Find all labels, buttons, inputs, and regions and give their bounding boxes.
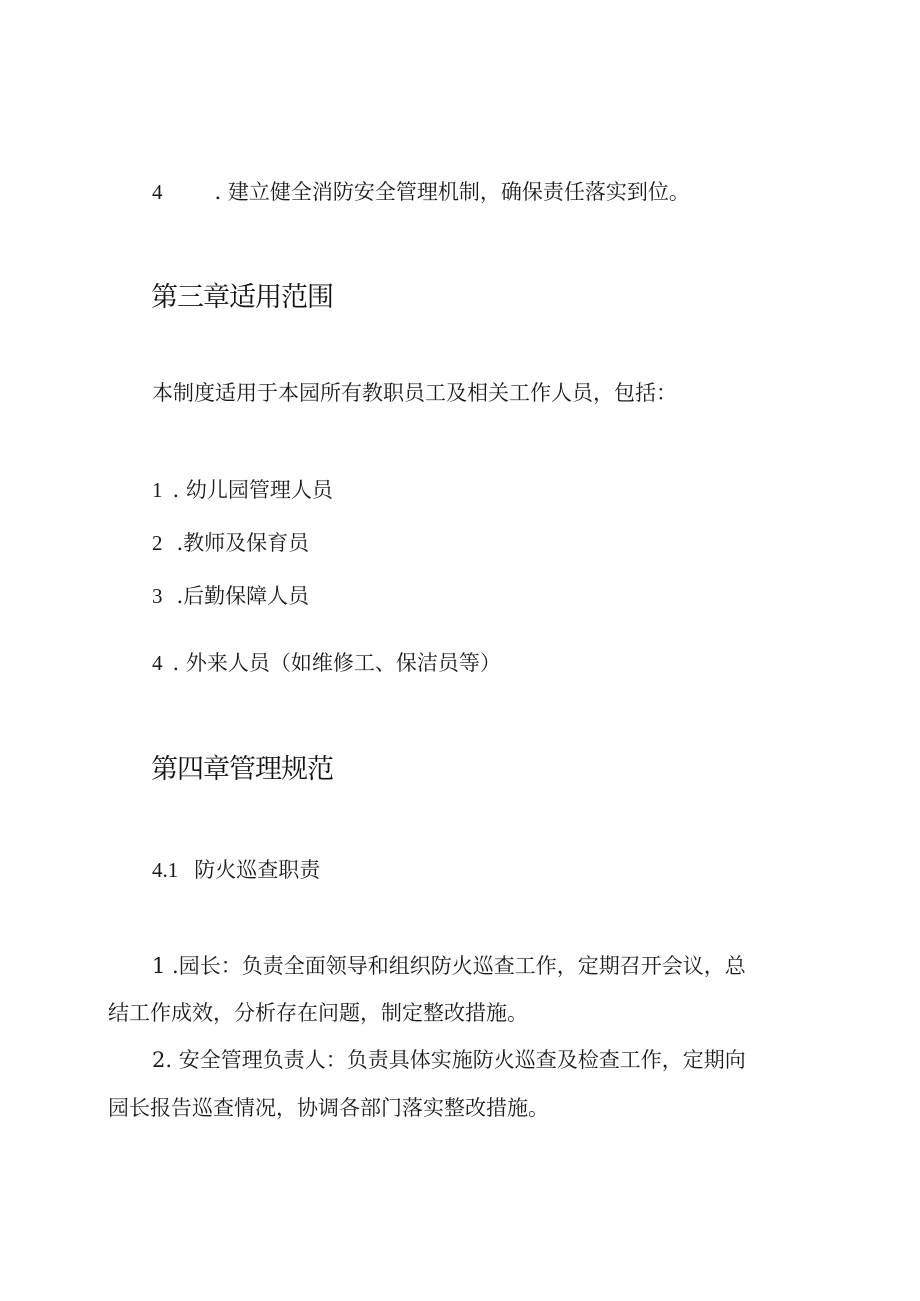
list-item-number: 1 xyxy=(152,478,163,502)
paragraph-line: 园长报告巡查情况，协调各部门落实整改措施。 xyxy=(108,1096,549,1120)
list-item-text: . 幼儿园管理人员 xyxy=(172,478,333,502)
list-item xyxy=(152,528,309,558)
intro-paragraph: 本制度适用于本园所有教职员工及相关工作人员，包括： xyxy=(152,381,677,405)
chapter-heading: 第四章管理规范 xyxy=(151,754,333,785)
list-item-number: 2 xyxy=(152,531,163,555)
list-item-number: 4 xyxy=(152,180,163,204)
list-item xyxy=(152,581,309,611)
section-number: 4.1 xyxy=(152,858,179,882)
list-item-text: .教师及保育员 xyxy=(176,531,310,555)
section-title: 防火巡查职责 xyxy=(194,858,321,882)
list-item xyxy=(152,475,333,505)
list-item-text: .后勤保障人员 xyxy=(176,584,310,608)
paragraph-line: 2. 安全管理负责人：负责具体实施防火巡查及检查工作，定期向 xyxy=(152,1048,746,1072)
list-item xyxy=(152,648,501,678)
list-item-text: . 外来人员（如维修工、保洁员等） xyxy=(172,651,501,675)
chapter-heading: 第三章适用范围 xyxy=(151,282,333,313)
list-item-number: 4 xyxy=(152,651,163,675)
paragraph-line: 结工作成效，分析存在问题，制定整改措施。 xyxy=(108,1001,528,1025)
list-item xyxy=(152,177,690,207)
list-item-number: 3 xyxy=(152,584,163,608)
list-item-text: . 建立健全消防安全管理机制，确保责任落实到位。 xyxy=(214,180,690,204)
paragraph-line: 1 .园长：负责全面领导和组织防火巡查工作，定期召开会议，总 xyxy=(152,954,746,978)
section-heading xyxy=(152,855,320,885)
